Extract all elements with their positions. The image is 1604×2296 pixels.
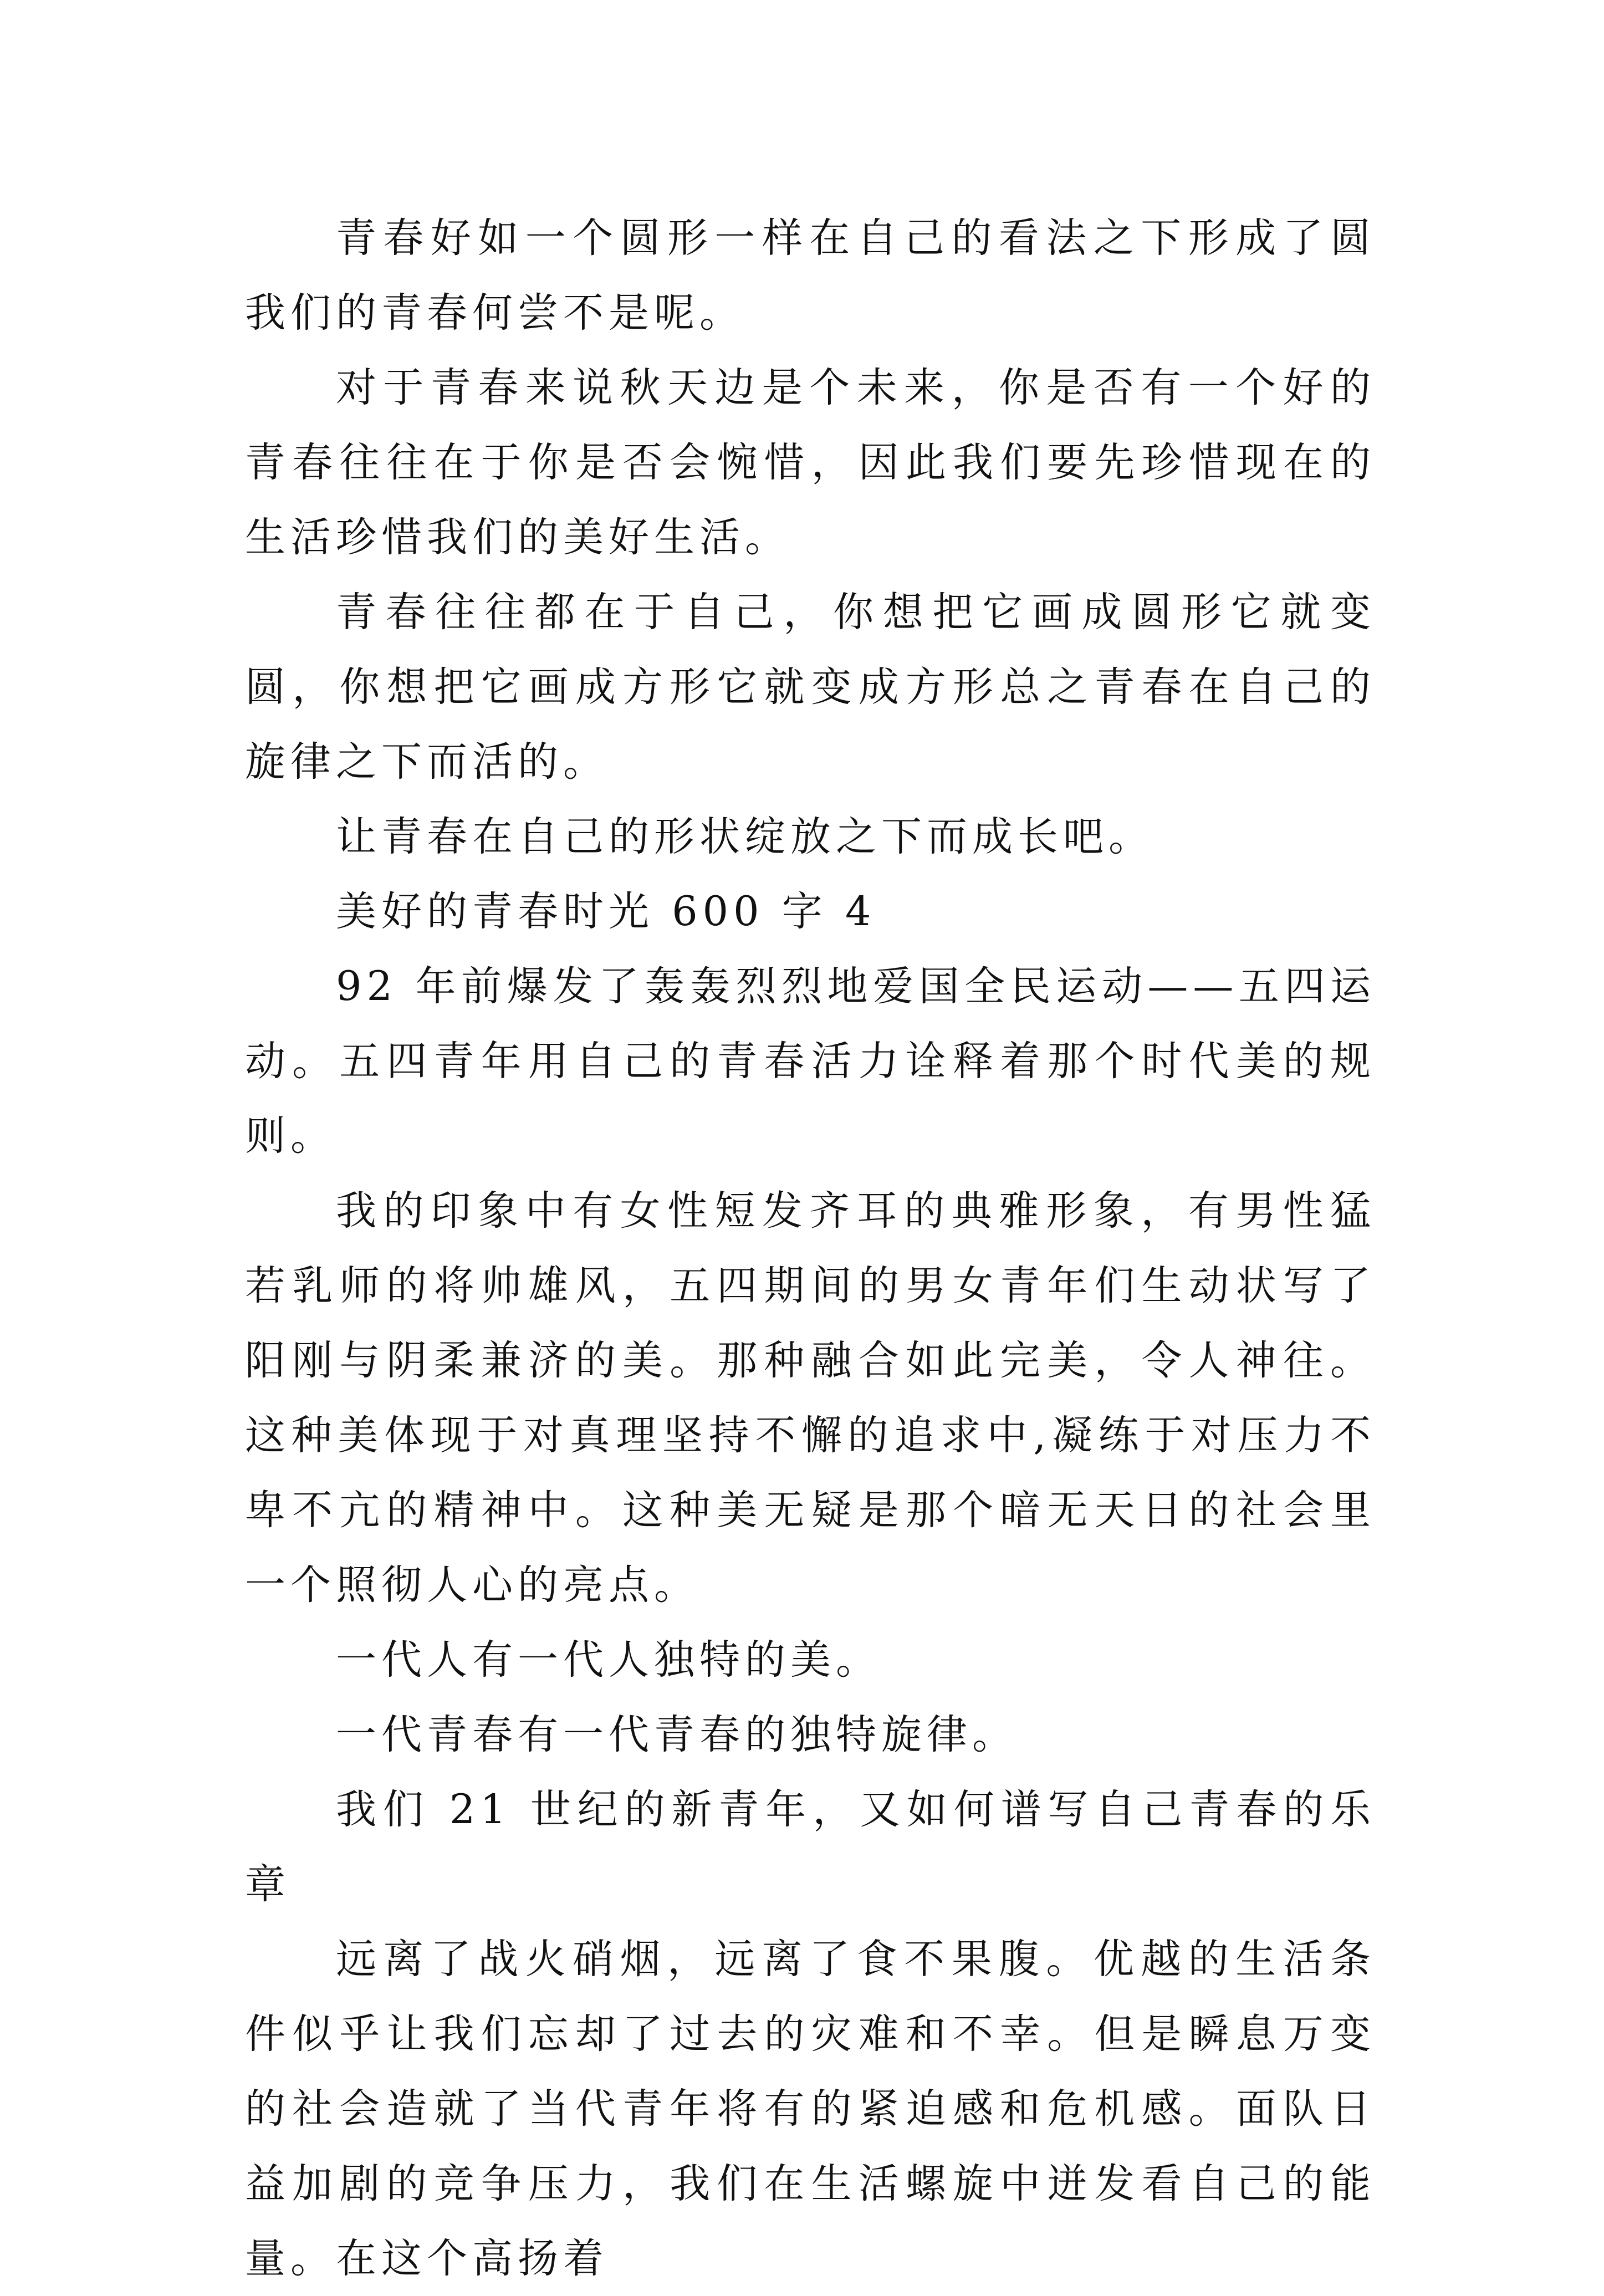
- paragraph: 我的印象中有女性短发齐耳的典雅形象，有男性猛若乳师的将帅雄风，五四期间的男女青年们生动状写了阳刚与阴柔兼济的美。那种融合如此完美，令人神往。这种美体现于对真理坚持不懈的追求中,凝练于对压力不卑不亢的精神中。这种美无疑是那个暗无天日的社会里一个照彻人心的亮点。: [245, 1187, 1376, 1609]
- paragraph: 对于青春来说秋天边是个未来，你是否有一个好的青春往往在于你是否会惋惜，因此我们要先珍惜现在的生活珍惜我们的美好生活。: [245, 364, 1376, 561]
- paragraph: 92 年前爆发了轰轰烈烈地爱国全民运动——五四运动。五四青年用自己的青春活力诠释着那个时代美的规则。: [245, 963, 1376, 1160]
- paragraph: 让青春在自己的形状绽放之下而成长吧。: [336, 813, 1154, 860]
- document-body: [245, 201, 1376, 2296]
- paragraph: 一代青春有一代青春的独特旋律。: [336, 1711, 1018, 1758]
- paragraph: 青春往往都在于自己，你想把它画成圆形它就变圆，你想把它画成方形它就变成方形总之青春在自己的旋律之下而活的。: [245, 589, 1376, 785]
- paragraph: 一代人有一代人独特的美。: [336, 1636, 881, 1683]
- paragraph: 我们 21 世纪的新青年，又如何谱写自己青春的乐章: [245, 1786, 1376, 1908]
- paragraph: 青春好如一个圆形一样在自己的看法之下形成了圆我们的青春何尝不是呢。: [245, 215, 1376, 336]
- paragraph: 远离了战火硝烟，远离了食不果腹。优越的生活条件似乎让我们忘却了过去的灾难和不幸。但是瞬息万变的社会造就了当代青年将有的紧迫感和危机感。面队日益加剧的竞争压力，我们在生活螺旋中迸发看自己的能量。在这个高扬着: [245, 1936, 1376, 2282]
- section-heading: 美好的青春时光 600 字 4: [336, 888, 876, 935]
